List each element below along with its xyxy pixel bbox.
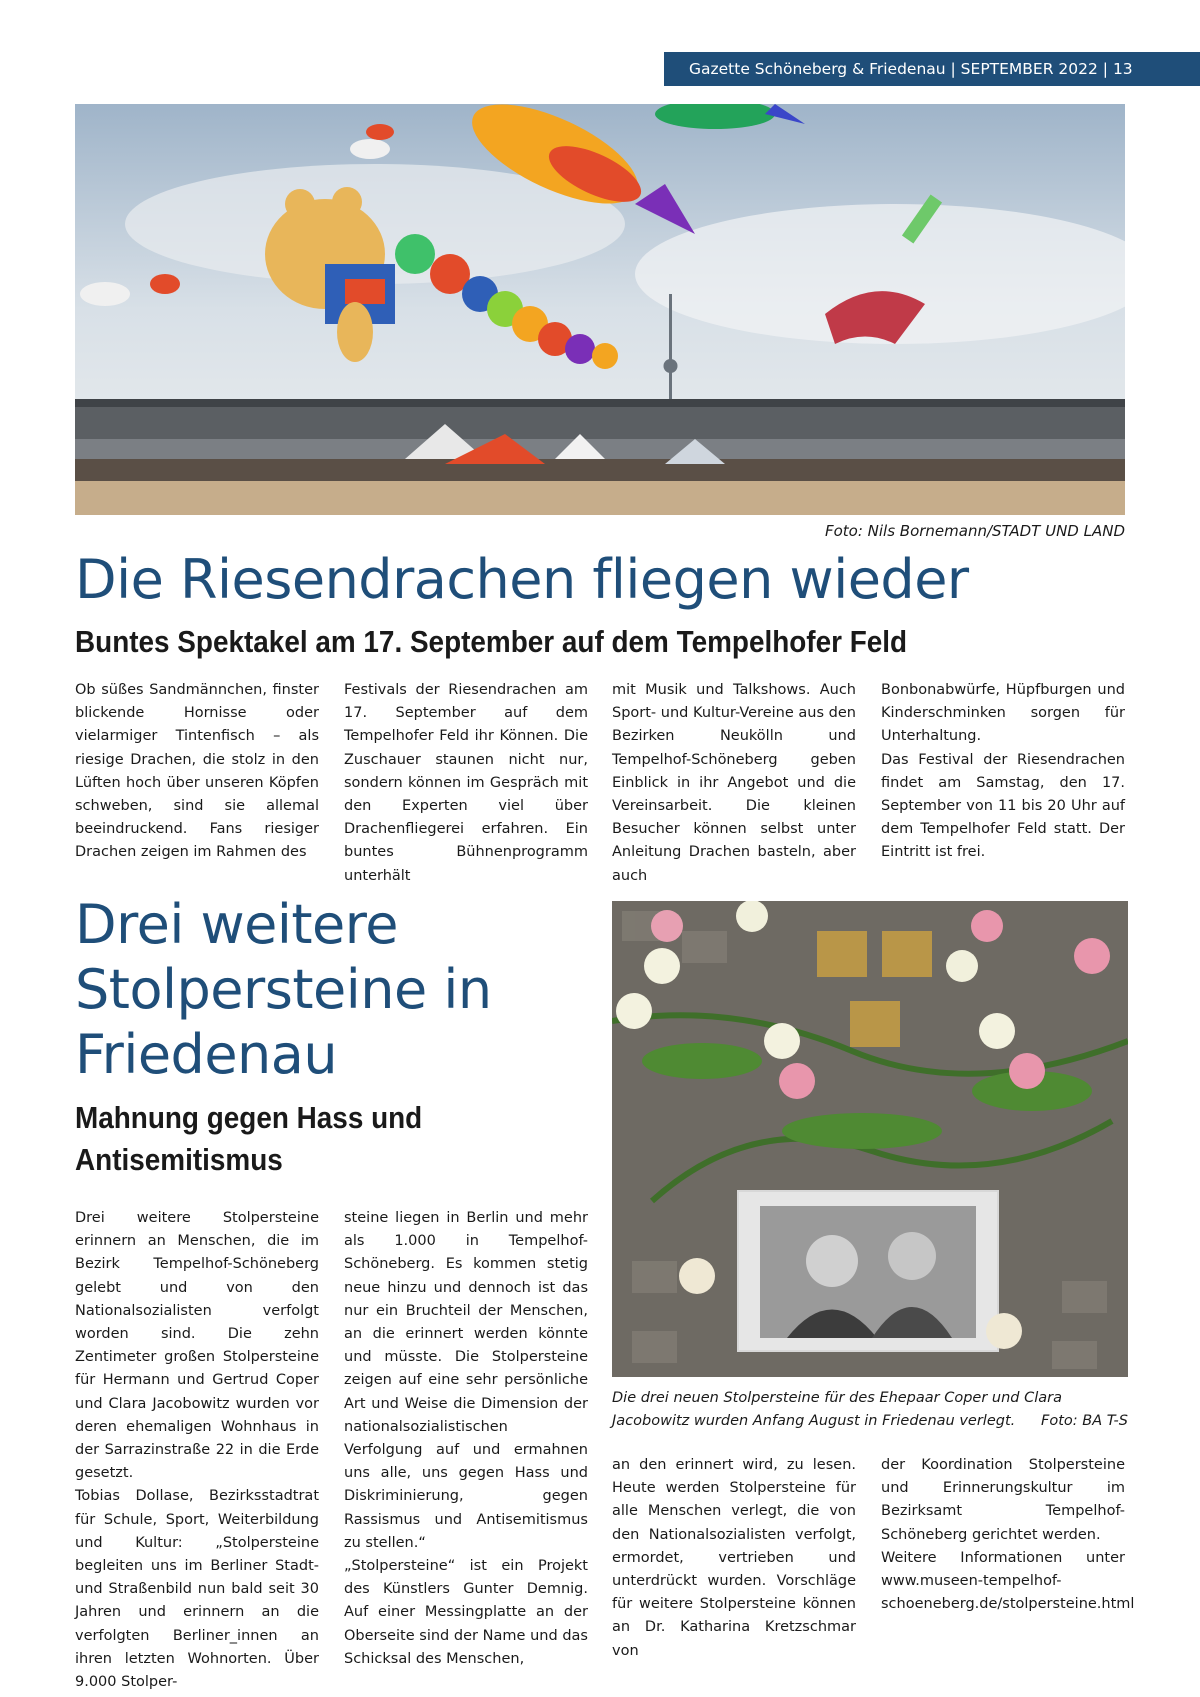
photo-caption (612, 1387, 1128, 1433)
page-header (664, 52, 1200, 86)
article-subheadline: Mahnung gegen Hass und Antisemitismus (75, 1100, 423, 1177)
article-column-2: Festivals der Riesendrachen am 17. September auf dem Tempelhofer Feld ihr Können. Die Zuschauer staunen nicht nur, sondern können im Gespräch mit den Experten viel über Drachenfliegerei erfahren. Ein buntes Bühnenprogramm unterhält (344, 682, 588, 884)
article-column-1: Ob süßes Sandmännchen, finster blickende Hornisse oder vielarmiger Tintenfisch – als riesige Drachen, die stolz in den Lüften hoch über unseren Köpfen schweben, sind sie allemal beeindruckend. Fans riesiger Drachen zeigen im Rahmen des (75, 682, 319, 861)
caption-photo-credit: Foto: BA T-S (1041, 1413, 1128, 1429)
article-column-2: steine liegen in Berlin und mehr als 1.000 in Tempelhof-Schöneberg. Es kommen stetig neue hinzu und dennoch ist das nur ein Bruchteil der Menschen, an die erinnert werden könnte und müsste. Die Stolpersteine zeigen auf eine sehr persönliche Art und Weise die Dimension der nationalsozialistischen Verfolgung auf und ermahnen uns alle, uns gegen Hass und Diskriminierung, gegen Rassismus und Antisemitismus zu stellen.“ „Stolpersteine“ ist ein Projekt des Künstlers Gunter Demnig. Auf einer Messingplatte an der Oberseite sind der Name und das Schicksal des Menschen, (344, 1210, 588, 1667)
article-subheadline: Buntes Spektakel am 17. September auf dem Tempelhofer Feld (75, 624, 908, 659)
article-column-1: Drei weitere Stolpersteine erinnern an Menschen, die im Bezirk Tempelhof-Schöneberg gelebt und von den Nationalsozialisten verfolgt worden sind. Die zehn Zentimeter großen Stolpersteine für Hermann und Gertrud Coper und Clara Jacobowitz wurden vor deren ehemaligen Wohnhaus in der Sarrazinstraße 22 in die Erde gesetzt. Tobias Dollase, Bezirksstadtrat für Schule, Sport, Weiterbildung und Kultur: „Stolpersteine begleiten uns im Berliner Stadt- und Straßenbild nun bald seit 30 Jahren und erinnern an die verfolgten Berliner_innen an ihren letzten Wohnorten. Über 9.000 Stolper- (75, 1210, 319, 1691)
photo-credit: Foto: Nils Bornemann/STADT UND LAND (824, 522, 1125, 540)
article-headline: Drei weitere Stolpersteine in Friedenau (75, 893, 492, 1086)
article-column-3: mit Musik und Talkshows. Auch Sport- und Kultur-Vereine aus den Bezirken Neukölln und Tempelhof-Schöneberg geben Einblick in ihr Angebot und die Vereinsarbeit. Die kleinen Besucher können selbst unter Anleitung Drachen basteln, aber auch (612, 682, 856, 884)
header-text: Gazette Schöneberg & Friedenau | SEPTEMBER 2022 | 13 (689, 60, 1133, 78)
article-headline: Die Riesendrachen fliegen wieder (75, 548, 969, 611)
article-column-4: der Koordination Stolpersteine und Erinnerungskultur im Bezirksamt Tempelhof-Schöneberg gerichtet werden. Weitere Informationen unter www.museen-tempelhof-schoeneberg.de/stolpersteine.html (881, 1457, 1135, 1613)
caption-text: Die drei neuen Stolpersteine für des Ehepaar Coper und Clara Jacobowitz wurden Anfang August in Friedenau verlegt. (612, 1390, 1062, 1429)
article-column-3: an den erinnert wird, zu lesen. Heute werden Stolpersteine für alle Menschen verlegt, die von den Nationalsozialisten verfolgt, ermordet, vertrieben und unterdrückt wurden. Vorschläge für weitere Stolpersteine können an Dr. Katharina Kretzschmar von (612, 1457, 856, 1659)
article-column-4: Bonbonabwürfe, Hüpfburgen und Kinderschminken sorgen für Unterhaltung. Das Festival der Riesendrachen findet am Samstag, den 17. September von 11 bis 20 Uhr auf dem Tempelhofer Feld statt. Der Eintritt ist frei. (881, 682, 1125, 861)
stolpersteine-photo (612, 901, 1128, 1377)
kite-festival-photo (75, 104, 1125, 515)
